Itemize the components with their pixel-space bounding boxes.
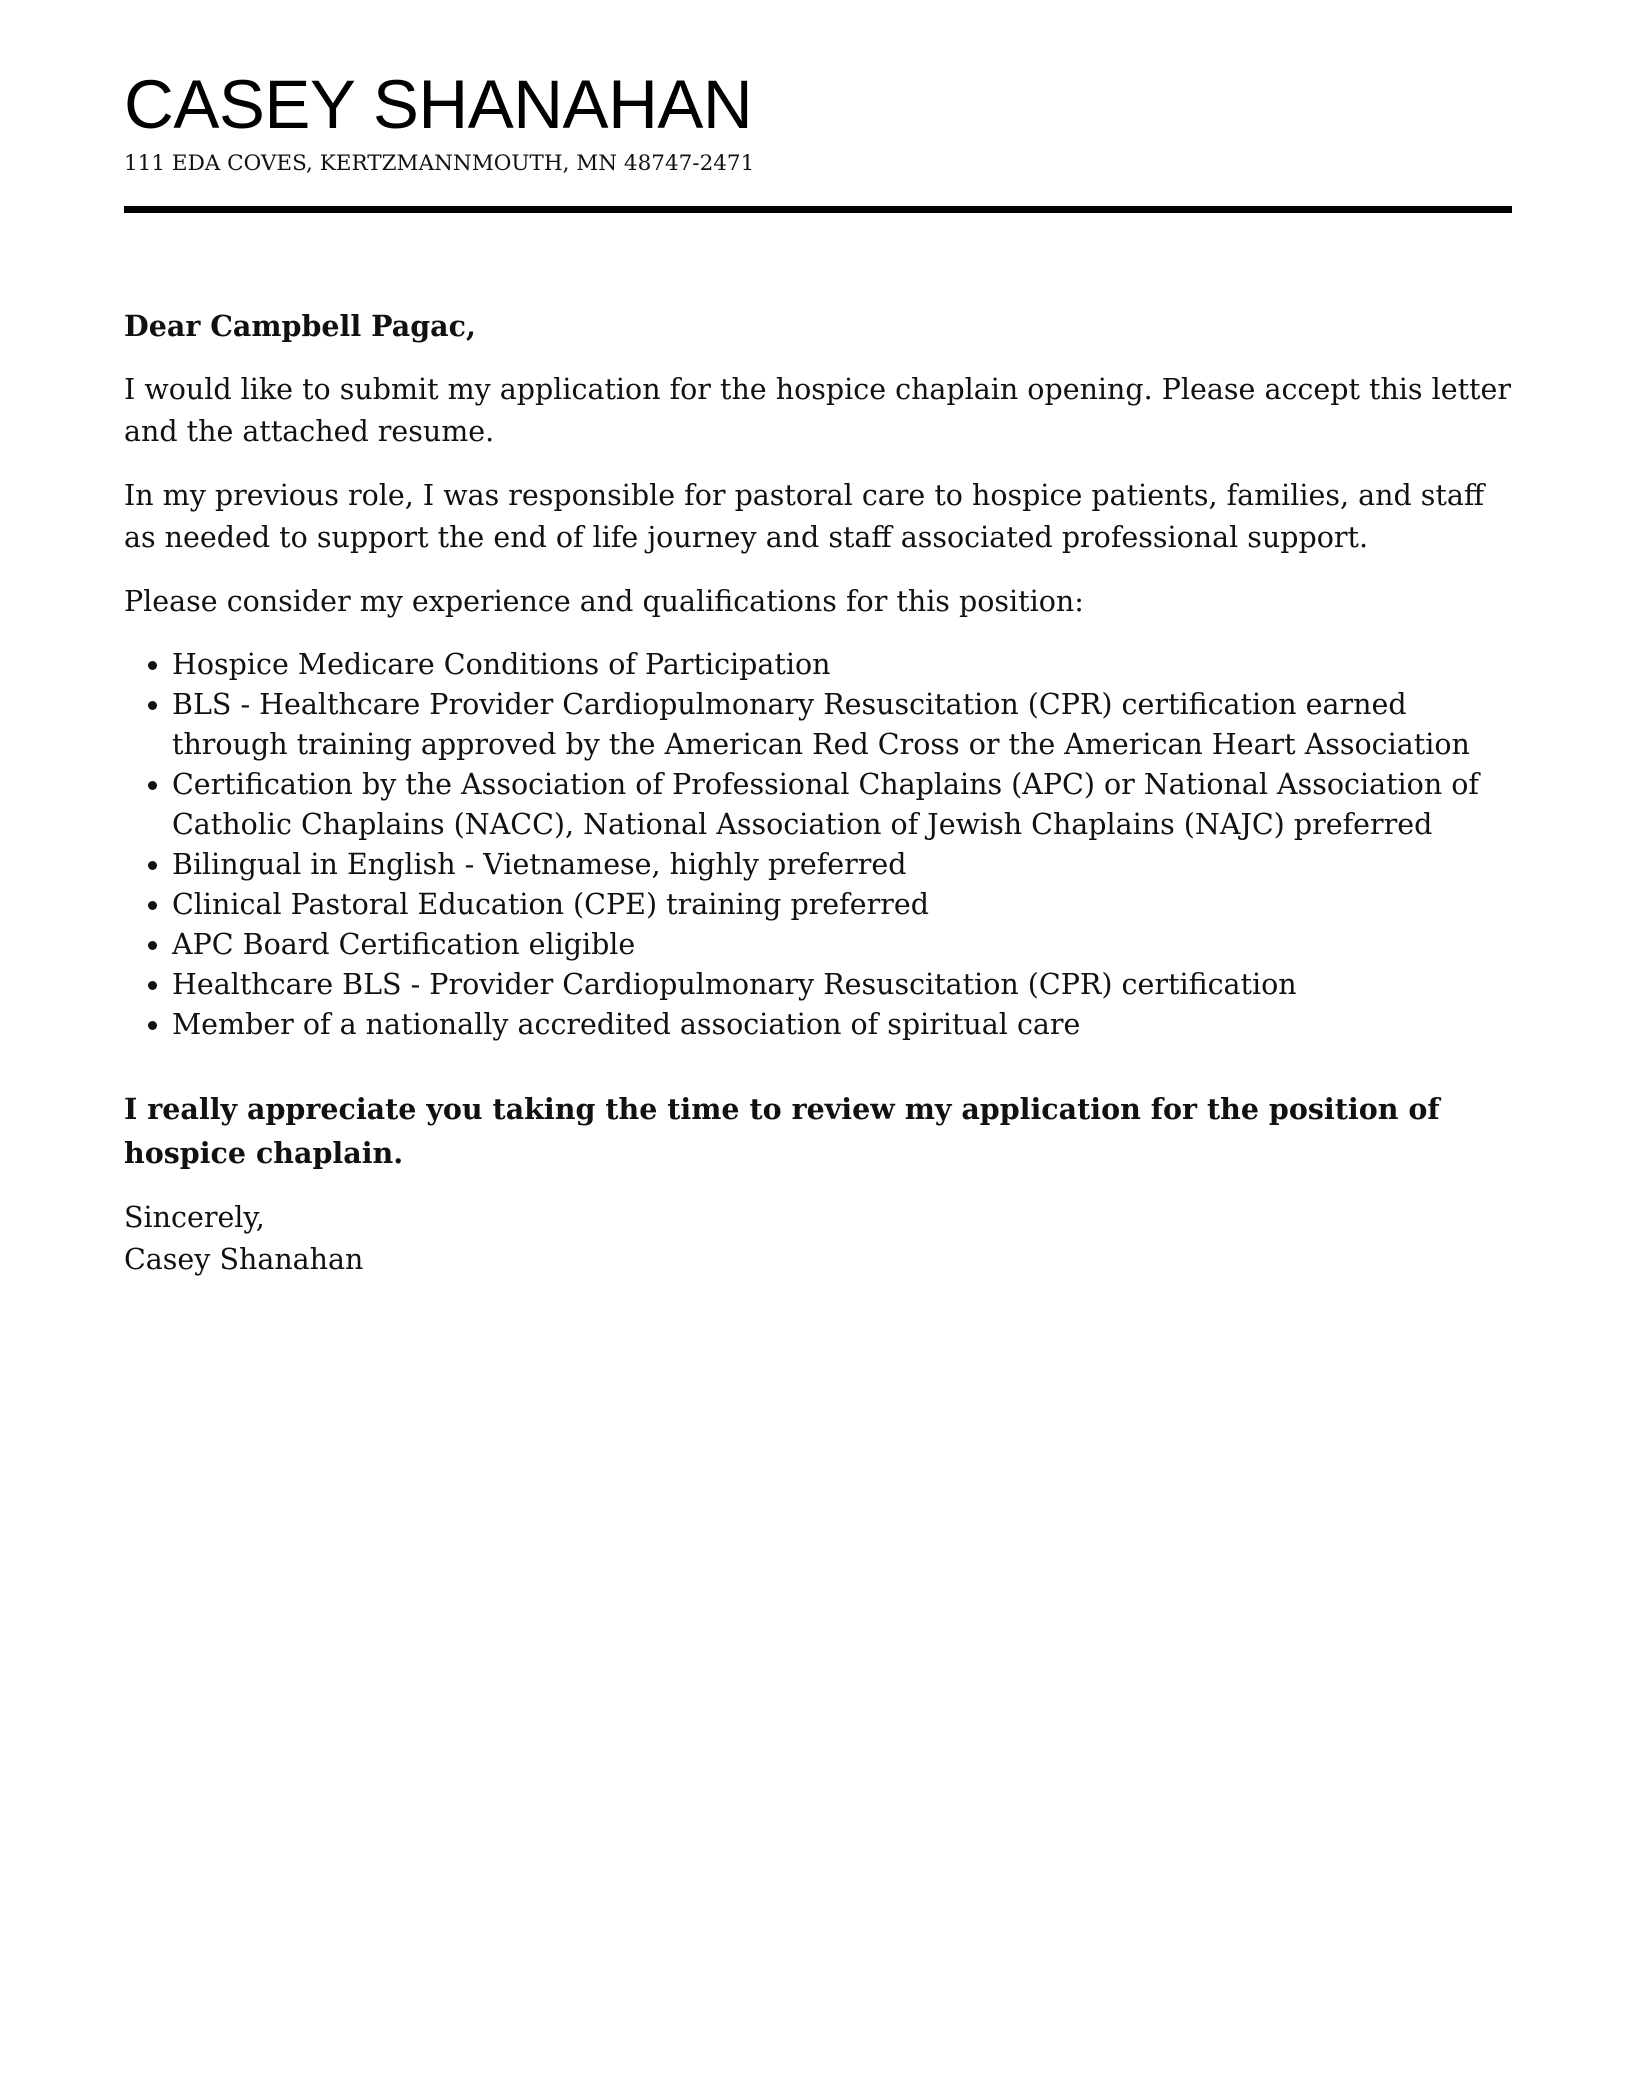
cover-letter-page <box>124 66 1512 1281</box>
qualifications-intro: Please consider my experience and qualifications for this position: <box>124 584 1084 618</box>
applicant-address: 111 EDA COVES, KERTZMANNMOUTH, MN 48747-2471 <box>124 151 755 176</box>
closing-statement: I really appreciate you taking the time to review my application for the position of hospice chaplain. <box>124 1091 1440 1170</box>
letter-body <box>124 305 1512 1281</box>
qualifications-list <box>124 645 1512 1045</box>
applicant-name: CASEY SHANAHAN <box>124 66 753 143</box>
list-item: • APC Board Certification eligible <box>172 925 1512 965</box>
experience-paragraph: In my previous role, I was responsible for pastoral care to hospice patients, families, and staff as needed to support the end of life journey and staff associated professional support. <box>124 478 1485 554</box>
salutation: Dear Campbell Pagac, <box>124 308 476 343</box>
list-item: • BLS - Healthcare Provider Cardiopulmonary Resuscitation (CPR) certification earned through training approved by the American Red Cross or the American Heart Association <box>172 685 1512 765</box>
intro-paragraph: I would like to submit my application for the hospice chaplain opening. Please accept this letter and the attached resume. <box>124 372 1511 448</box>
signoff-block <box>124 1197 1512 1281</box>
list-item: • Bilingual in English - Vietnamese, highly preferred <box>172 845 1512 885</box>
list-item: • Member of a nationally accredited association of spiritual care <box>172 1005 1512 1045</box>
list-item: • Healthcare BLS - Provider Cardiopulmonary Resuscitation (CPR) certification <box>172 965 1512 1005</box>
list-item: • Clinical Pastoral Education (CPE) training preferred <box>172 885 1512 925</box>
signoff: Sincerely, <box>124 1200 265 1234</box>
signature-name: Casey Shanahan <box>124 1242 364 1276</box>
header-divider <box>124 206 1512 213</box>
list-item: • Certification by the Association of Professional Chaplains (APC) or National Association of Catholic Chaplains (NACC), National Association of Jewish Chaplains (NAJC) preferred <box>172 765 1512 845</box>
list-item: • Hospice Medicare Conditions of Participation <box>172 645 1512 685</box>
